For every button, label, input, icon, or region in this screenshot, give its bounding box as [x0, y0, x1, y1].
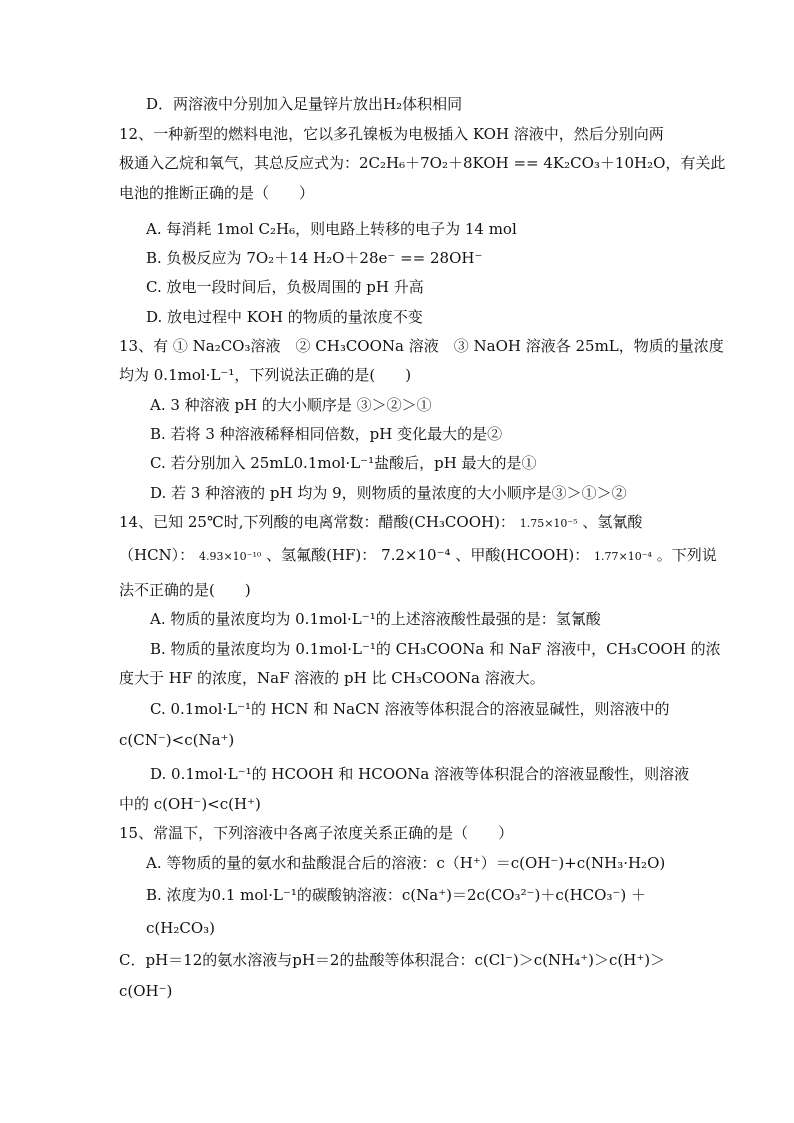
q12-stem-2: 极通入乙烷和氧气，其总反应式为：2C₂H₆＋7O₂＋8KOH == 4K₂CO₃＋10H₂O，有关此 [119, 154, 726, 172]
q15-option-a: A. 等物质的量的氨水和盐酸混合后的溶液：c（H⁺）＝c(OH⁻)+c(NH₃·H₂O) [146, 854, 666, 872]
option-d-prev: D．两溶液中分别加入足量锌片放出H₂体积相同 [146, 95, 463, 113]
q14-option-a: A. 物质的量浓度均为 0.1mol·L⁻¹的上述溶液酸性最强的是：氢氰酸 [150, 610, 601, 628]
q13-option-b: B. 若将 3 种溶液稀释相同倍数，pH 变化最大的是② [150, 425, 503, 443]
q14-ka-hcn: 4.93×10⁻¹⁰ [198, 550, 262, 563]
q14-option-d-1: D. 0.1mol·L⁻¹的 HCOOH 和 HCOONa 溶液等体积混合的溶液显酸性，则溶液 [150, 765, 690, 783]
q14-stem-2e: 、甲酸(HCOOH)： [455, 546, 590, 564]
q14-stem-1a: 14、已知 25℃时,下列酸的电离常数：醋酸(CH₃COOH)： [119, 513, 515, 531]
q14-option-b-1: B. 物质的量浓度均为 0.1mol·L⁻¹的 CH₃COONa 和 NaF 溶液中，CH₃COOH 的浓 [150, 640, 721, 658]
q12-option-a: A. 每消耗 1mol C₂H₆，则电路上转移的电子为 14 mol [146, 220, 517, 238]
q13-option-c: C. 若分别加入 25mL0.1mol·L⁻¹盐酸后，pH 最大的是① [150, 454, 537, 472]
q14-stem-2a: （HCN）： [119, 546, 195, 564]
q12-option-d: D. 放电过程中 KOH 的物质的量浓度不变 [146, 308, 423, 326]
q14-ka-acetic: 1.75×10⁻⁵ [519, 517, 578, 530]
q15-option-c-2: c(OH⁻) [119, 982, 173, 1000]
q12-option-c: C. 放电一段时间后，负极周围的 pH 升高 [146, 278, 424, 296]
q14-option-b-2: 度大于 HF 的浓度，NaF 溶液的 pH 比 CH₃COONa 溶液大。 [119, 669, 545, 687]
q12-stem-1: 12、一种新型的燃料电池，它以多孔镍板为电极插入 KOH 溶液中，然后分别向两 [119, 125, 664, 143]
q15-stem: 15、常温下，下列溶液中各离子浓度关系正确的是（ ） [119, 824, 514, 842]
q13-stem-2: 均为 0.1mol·L⁻¹，下列说法正确的是( ) [119, 366, 412, 384]
q15-option-b-2: c(H₂CO₃) [146, 919, 215, 937]
q14-stem-1 [119, 508, 642, 538]
q14-stem-1c: 、氢氰酸 [582, 513, 643, 531]
q14-stem-2c: 、氢氟酸(HF)： [266, 546, 377, 564]
q14-option-c-1: C. 0.1mol·L⁻¹的 HCN 和 NaCN 溶液等体积混合的溶液显碱性，则溶液中的 [150, 700, 670, 718]
q14-ka-hf: 7.2×10⁻⁴ [381, 546, 451, 564]
q13-option-d: D. 若 3 种溶液的 pH 均为 9，则物质的量浓度的大小顺序是③＞①＞② [150, 484, 627, 502]
q14-stem-3: 法不正确的是( ) [119, 581, 251, 599]
q13-stem-1: 13、有 ① Na₂CO₃溶液 ② CH₃COONa 溶液 ③ NaOH 溶液各 25mL，物质的量浓度 [119, 337, 724, 355]
q14-ka-formic: 1.77×10⁻⁴ [594, 550, 652, 563]
q15-option-c-1: C．pH＝12的氨水溶液与pH＝2的盐酸等体积混合：c(Cl⁻)＞c(NH₄⁺)＞c(H⁺)＞ [119, 951, 666, 969]
q13-option-a: A. 3 种溶液 pH 的大小顺序是 ③＞②＞① [150, 396, 432, 414]
q14-stem-2g: 。下列说 [656, 546, 717, 564]
q14-option-c-2: c(CN⁻)<c(Na⁺) [119, 731, 235, 749]
q14-option-d-2: 中的 c(OH⁻)<c(H⁺) [119, 795, 261, 813]
q14-stem-2 [119, 541, 717, 571]
q12-stem-3: 电池的推断正确的是（ ） [119, 184, 315, 202]
q15-option-b-1: B. 浓度为0.1 mol·L⁻¹的碳酸钠溶液：c(Na⁺)＝2c(CO₃²⁻)＋c(HCO₃⁻) ＋ [146, 886, 647, 904]
q12-option-b: B. 负极反应为 7O₂＋14 H₂O＋28e⁻ == 28OH⁻ [146, 249, 483, 267]
